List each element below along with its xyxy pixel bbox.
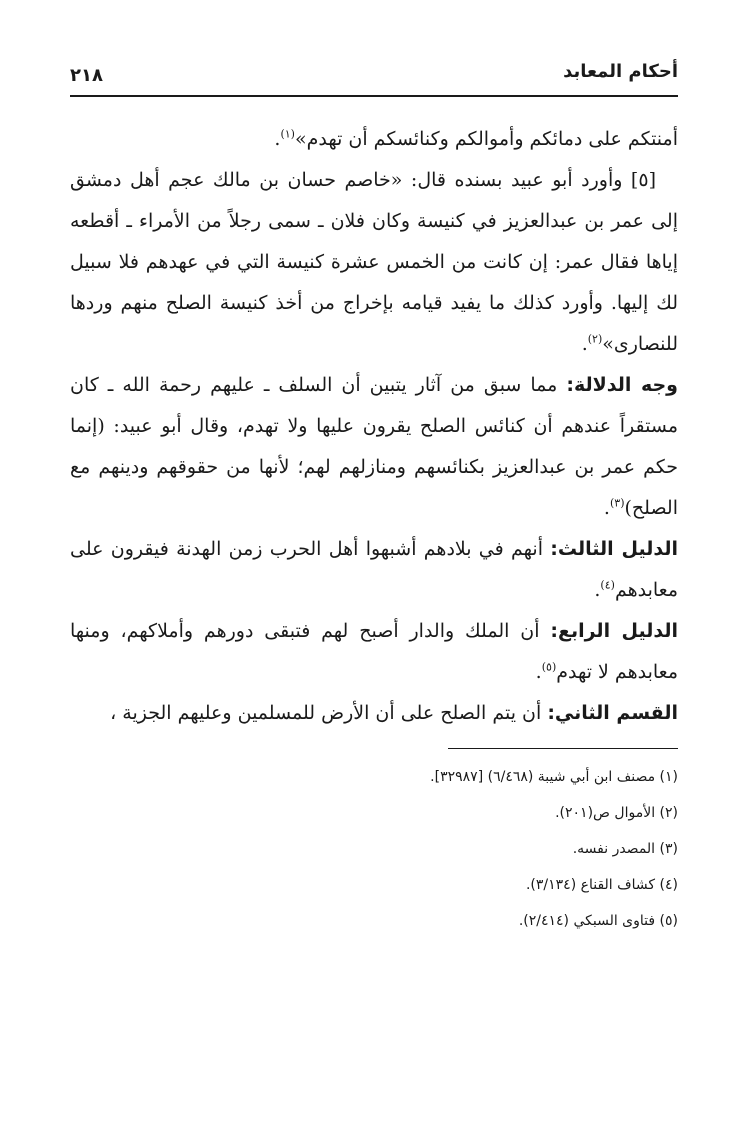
heading-label: الدليل الرابع: bbox=[550, 620, 679, 642]
page-number: ٢١٨ bbox=[70, 65, 103, 86]
paragraph bbox=[70, 693, 678, 734]
footnotes bbox=[70, 759, 678, 939]
paragraph-text: . bbox=[603, 497, 610, 519]
footnote-ref: (٤) bbox=[600, 578, 615, 592]
footnote-ref: (٢) bbox=[587, 332, 603, 346]
paragraph-text: أن يتم الصلح على أن الأرض للمسلمين وعليهم الجزية ، bbox=[110, 702, 548, 724]
paragraph-text: . bbox=[535, 661, 542, 683]
page-header bbox=[70, 55, 678, 97]
footnote-item: (١) مصنف ابن أبي شيبة (٦/٤٦٨) [٣٢٩٨٧]. bbox=[430, 769, 678, 785]
paragraph-text: . bbox=[594, 579, 601, 601]
footnote-item: (٥) فتاوى السبكي (٢/٤١٤). bbox=[518, 913, 678, 929]
footnote-item: (٤) كشاف القناع (٣/١٣٤). bbox=[525, 877, 678, 893]
paragraph bbox=[70, 119, 678, 160]
running-title: أحكام المعابد bbox=[563, 61, 678, 82]
main-text bbox=[70, 119, 678, 734]
footnote-ref: (١) bbox=[280, 127, 295, 141]
book-page bbox=[70, 55, 678, 939]
footnote-item: (٢) الأموال ص(٢٠١). bbox=[555, 805, 678, 821]
paragraph bbox=[70, 160, 678, 365]
footnote-separator bbox=[448, 748, 678, 749]
paragraph bbox=[70, 529, 678, 611]
paragraph bbox=[70, 611, 678, 693]
heading-label: القسم الثاني: bbox=[547, 702, 678, 724]
footnote-item: (٣) المصدر نفسه. bbox=[572, 841, 678, 857]
footnote-ref: (٣) bbox=[609, 496, 625, 510]
heading-label: الدليل الثالث: bbox=[550, 538, 678, 560]
paragraph-text: أنهم في بلادهم أشبهوا أهل الحرب زمن الهدنة فيقرون على معابدهم bbox=[70, 538, 678, 601]
paragraph bbox=[70, 365, 678, 529]
paragraph-text: أن الملك والدار أصبح لهم فتبقى دورهم وأملاكهم، ومنها معابدهم لا تهدم bbox=[70, 620, 678, 683]
heading-label: وجه الدلالة: bbox=[566, 374, 678, 396]
paragraph-text: [٥] وأورد أبو عبيد بسنده قال: «خاصم حسان بن مالك عجم أهل دمشق إلى عمر بن عبدالعزيز في كنيسة وكان فلان ـ سمى رجلاً من الأمراء ـ أقطعه إياها فقال عمر: إن كانت من الخمس عشرة كنيسة التي في عهدهم فلا سبيل لك إليها. وأورد كذلك ما يفيد قيامه بإخراج من أخذ كنيسة الصلح منهم وردها للنصارى» bbox=[70, 169, 678, 355]
paragraph-text: . bbox=[581, 333, 588, 355]
paragraph-text: أمنتكم على دمائكم وأموالكم وكنائسكم أن تهدم» bbox=[294, 128, 678, 150]
footnote-ref: (٥) bbox=[541, 660, 557, 674]
paragraph-text: . bbox=[274, 128, 281, 150]
paragraph-text: مما سبق من آثار يتبين أن السلف ـ عليهم رحمة الله ـ كان مستقراً عندهم أن كنائس الصلح يقرون عليها ولا تهدم، وقال أبو عبيد: (إنما حكم عمر بن عبدالعزيز بكنائسهم ومنازلهم لهم؛ لأنها من حقوقهم ودينهم مع الصلح) bbox=[70, 374, 678, 519]
